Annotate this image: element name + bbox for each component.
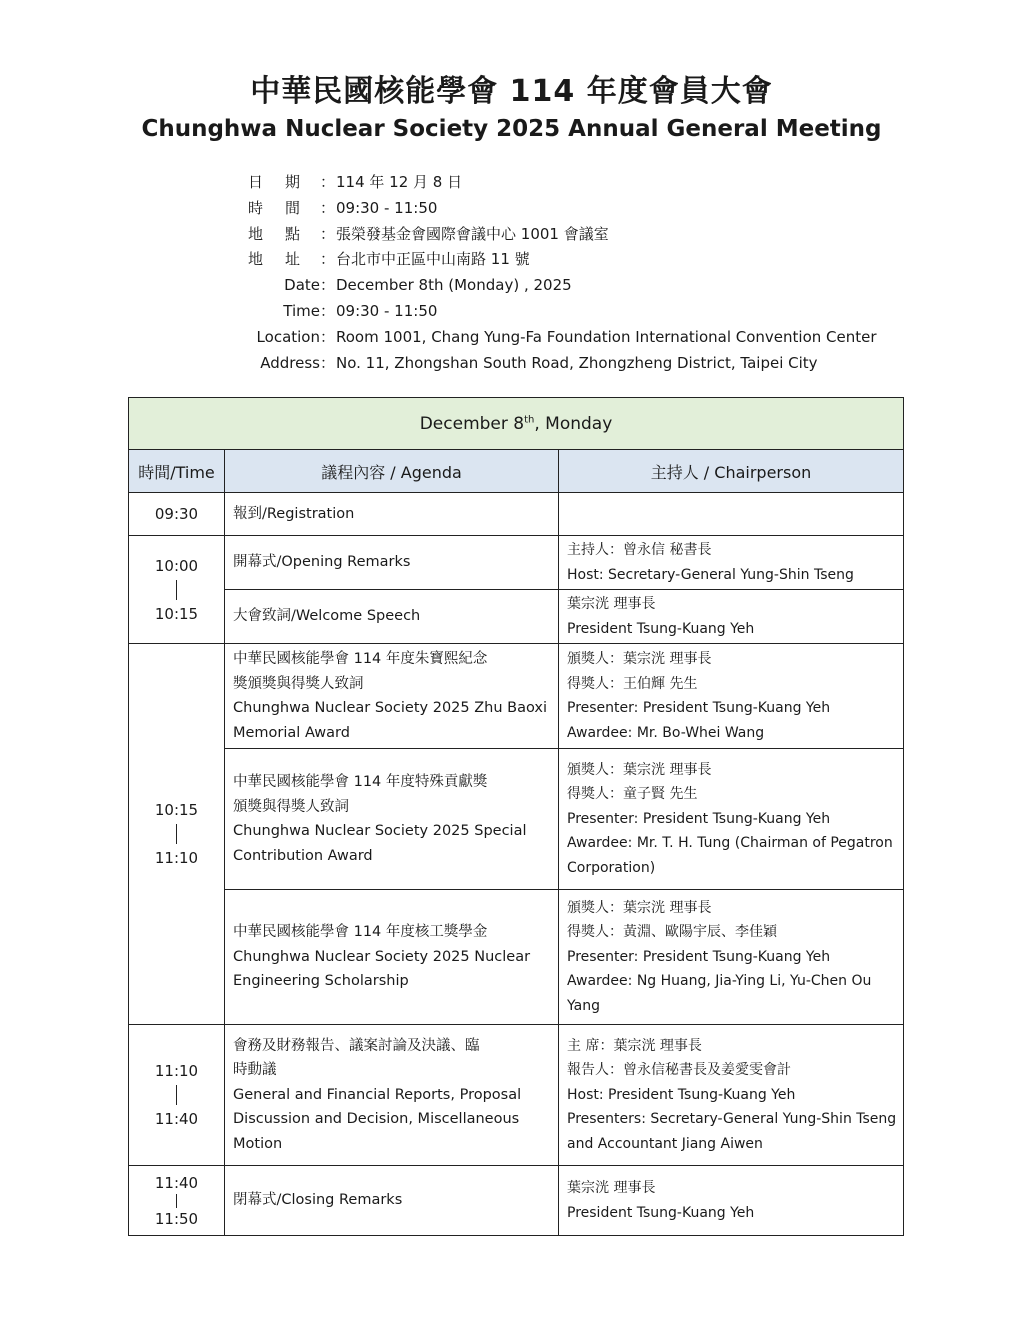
column-header-agenda: 議程內容 / Agenda <box>225 450 559 493</box>
time-cell: 10:15 11:10 <box>129 644 225 1025</box>
info-date-en: Date ： December 8th (Monday) , 2025 <box>240 273 940 299</box>
time-cell: 09:30 <box>129 493 225 536</box>
chair-cell: 頒獎人：葉宗洸 理事長 得獎人：童子賢 先生 Presenter: President Tsung-Kuang Yeh Awardee: Mr. T. H. Tung (Chairman of Pegatron Corporation) <box>559 749 904 890</box>
table-row <box>129 1166 904 1236</box>
agenda-cell: 中華民國核能學會 114 年度特殊貢獻獎 頒獎與得獎人致詞 Chunghwa Nuclear Society 2025 Special Contribution Award <box>225 749 559 890</box>
time-range-bar <box>176 824 177 844</box>
table-row <box>129 536 904 590</box>
info-value: 09:30 - 11:50 <box>336 301 438 320</box>
title-english: Chunghwa Nuclear Society 2025 Annual General Meeting <box>141 116 882 142</box>
info-label: 日期 <box>248 173 300 191</box>
agenda-cell: 會務及財務報告、議案討論及決議、臨 時動議 General and Financial Reports, Proposal Discussion and Decision, Miscellaneous Motion <box>225 1025 559 1166</box>
time-range-bar <box>176 1194 177 1208</box>
chair-cell <box>559 493 904 536</box>
meeting-info <box>240 170 940 376</box>
info-time-zh: 時間 ： 09:30 - 11:50 <box>240 196 940 222</box>
info-label: Location <box>256 327 320 346</box>
info-label: 時間 <box>248 198 300 217</box>
info-value: No. 11, Zhongshan South Road, Zhongzheng District, Taipei City <box>336 353 818 372</box>
info-value: 台北市中正區中山南路 11 號 <box>336 250 530 269</box>
info-time-en: Time ： 09:30 - 11:50 <box>240 299 940 325</box>
chair-cell: 葉宗洸 理事長 President Tsung-Kuang Yeh <box>559 590 904 644</box>
table-row <box>129 1025 904 1166</box>
agenda-cell: 大會致詞/Welcome Speech <box>225 590 559 644</box>
info-value: 114 年 12 月 8 日 <box>336 173 463 191</box>
agenda-table <box>128 397 904 1236</box>
table-row <box>129 644 904 749</box>
agenda-cell: 中華民國核能學會 114 年度朱寶熙紀念 獎頒獎與得獎人致詞 Chunghwa Nuclear Society 2025 Zhu Baoxi Memorial Award <box>225 644 559 749</box>
info-label: 地點 <box>248 224 300 243</box>
info-label: Time <box>283 301 320 320</box>
table-row <box>129 749 904 890</box>
chair-cell: 主持人：曾永信 秘書長 Host: Secretary-General Yung-Shin Tseng <box>559 536 904 590</box>
info-label: Address <box>260 353 320 372</box>
title-chinese: 中華民國核能學會 114 年度會員大會 <box>250 74 773 109</box>
info-value: Room 1001, Chang Yung-Fa Foundation International Convention Center <box>336 327 877 346</box>
info-date-zh: 日期 ： 114 年 12 月 8 日 <box>240 170 940 196</box>
agenda-cell: 閉幕式/Closing Remarks <box>225 1166 559 1236</box>
info-location-en: Location ： Room 1001, Chang Yung-Fa Foundation International Convention Center <box>240 325 940 351</box>
time-cell: 10:00 10:15 <box>129 536 225 644</box>
table-row <box>129 890 904 1025</box>
agenda-cell: 中華民國核能學會 114 年度核工獎學金 Chunghwa Nuclear Society 2025 Nuclear Engineering Scholarship <box>225 890 559 1025</box>
info-value: 張榮發基金會國際會議中心 1001 會議室 <box>336 224 609 243</box>
info-address-en: Address ： No. 11, Zhongshan South Road, Zhongzheng District, Taipei City <box>240 351 940 377</box>
agenda-cell: 報到/Registration <box>225 493 559 536</box>
column-header-time: 時間/Time <box>129 450 225 493</box>
info-value: 09:30 - 11:50 <box>336 198 438 217</box>
time-cell: 11:40 11:50 <box>129 1166 225 1236</box>
time-cell: 11:10 11:40 <box>129 1025 225 1166</box>
chair-cell: 葉宗洸 理事長 President Tsung-Kuang Yeh <box>559 1166 904 1236</box>
table-row <box>129 493 904 536</box>
info-value: December 8th (Monday) , 2025 <box>336 276 572 295</box>
time-range-bar <box>176 1085 177 1105</box>
agenda-cell: 開幕式/Opening Remarks <box>225 536 559 590</box>
time-range-bar <box>176 580 177 600</box>
chair-cell: 主 席：葉宗洸 理事長 報告人：曾永信秘書長及姜愛雯會計 Host: President Tsung-Kuang Yeh Presenters: Secretary-General Yung-Shin Tseng and Accountant Jiang Aiwen <box>559 1025 904 1166</box>
table-row <box>129 590 904 644</box>
info-address-zh: 地址 ： 台北市中正區中山南路 11 號 <box>240 247 940 273</box>
column-header-chair: 主持人 / Chairperson <box>559 450 904 493</box>
chair-cell: 頒獎人：葉宗洸 理事長 得獎人：黃淵、歐陽宇辰、李佳穎 Presenter: President Tsung-Kuang Yeh Awardee: Ng Huang, Jia-Ying Li, Yu-Chen Ou Yang <box>559 890 904 1025</box>
info-label: 地址 <box>248 250 300 269</box>
table-day-header: December 8th, Monday <box>129 398 904 450</box>
info-place-zh: 地點 ： 張榮發基金會國際會議中心 1001 會議室 <box>240 222 940 248</box>
info-label: Date <box>284 276 320 295</box>
chair-cell: 頒獎人：葉宗洸 理事長 得獎人：王伯輝 先生 Presenter: President Tsung-Kuang Yeh Awardee: Mr. Bo-Whei Wang <box>559 644 904 749</box>
